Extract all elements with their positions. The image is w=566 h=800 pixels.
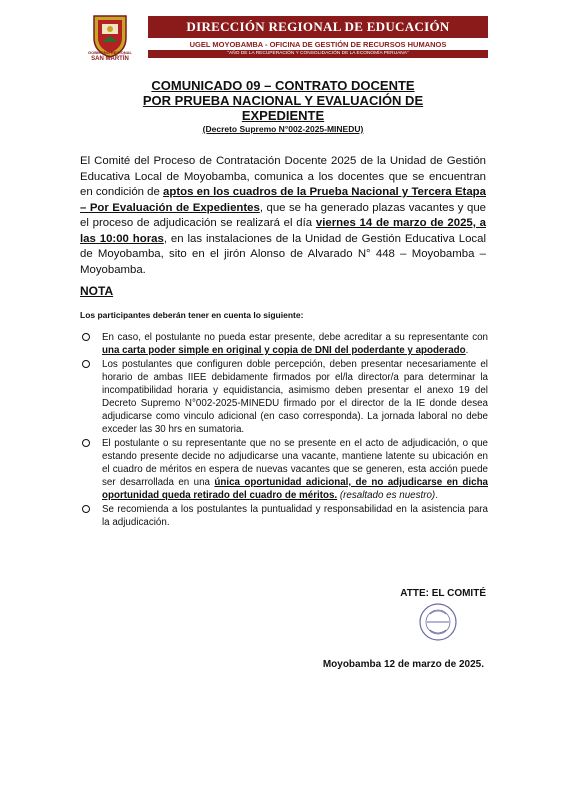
bullet-circle-icon (82, 333, 90, 341)
header-year-motto: "AÑO DE LA RECUPERACIÓN Y CONSOLIDACIÓN DE LA ECONOMÍA PERUANA" (148, 50, 488, 58)
list-item (80, 437, 488, 502)
b1-end: . (465, 345, 469, 356)
para-bold-apt: aptos en los cuadros de la Prueba Nacional y Tercera Etapa – Por Evaluación de Expedientes (80, 186, 486, 214)
nota-heading: NOTA (80, 284, 114, 298)
b1-bold: una carta poder simple en original y copia de DNI del poderdante y apoderado (102, 345, 466, 356)
b3-text: El postulante o su representante que no se presente en el acto de adjudicación, o que estando presente decide no adjudicarse una vacante, mantiene latente su ubicación en el cuadro de méritos en espera de nuevas vacantes que se generen, esta acción puede ser desarrollada en una (102, 438, 488, 488)
announcement-paragraph (80, 154, 486, 278)
logo-caption-region: SAN MARTÍN (91, 56, 129, 62)
document-date: Moyobamba 12 de marzo de 2025. (322, 659, 484, 670)
header-band-subtitle: UGEL MOYOBAMBA - OFICINA DE GESTIÓN DE RECURSOS HUMANOS (189, 40, 447, 49)
document-title-line1: COMUNICADO 09 – CONTRATO DOCENTE (151, 78, 415, 93)
para-bold-date: viernes 14 de marzo de 2025, a las 10:00 horas (80, 217, 486, 245)
b3-end: . (435, 490, 438, 501)
para-text-1: El Comité del Proceso de Contratación Docente 2025 de la Unidad de Gestión Educativa Local de Moyobamba, comunica a los docentes que se encuentran en condición de (80, 155, 486, 198)
nota-list (80, 331, 488, 530)
b3-italic: (resaltado es nuestro) (339, 490, 436, 501)
b2-text: Los postulantes que configuren doble percepción, deben presentar necesariamente el horario de ambas IIEE debidamente firmados por el/la director/a para determinar la incompatibilidad horaria y equidistancia, asimismo deben presentar el anexo 19 del Decreto Supremo N°002-2025-MINEDU firmado por el director de la IE donde desea adjudicarse como vinculo adicional (en caso corresponda). La jornada laboral no debe exceder las 30 hrs en sumatoria. (102, 359, 488, 435)
b4-text: Se recomienda a los postulantes la puntualidad y responsabilidad en la asistencia para la adjudicación. (102, 504, 488, 528)
bullet-circle-icon (82, 439, 90, 447)
list-item (80, 358, 488, 436)
para-text-3: , en las instalaciones de la Unidad de Gestión Educativa Local de Moyobamba, sito en el jirón Alonso de Alvarado N° 448 – Moyobamba – Moyobamba. (80, 232, 486, 276)
signature-committee: ATTE: EL COMITÉ (400, 588, 486, 599)
committee-seal-icon (418, 602, 458, 642)
list-item (80, 503, 488, 529)
nota-lead: Los participantes deberán tener en cuenta lo siguiente: (80, 310, 304, 320)
b3-bold: única oportunidad adicional, de no adjudicarse en dicha oportunidad queda retirado del cuadro de méritos. (102, 477, 489, 501)
document-title-line2: POR PRUEBA NACIONAL Y EVALUACIÓN DE (142, 93, 424, 108)
bullet-circle-icon (82, 505, 90, 513)
b1-text: En caso, el postulante no pueda estar presente, debe acreditar a su representante con (102, 332, 488, 343)
decree-reference: (Decreto Supremo N°002-2025-MINEDU) (202, 124, 364, 134)
logo-caption-small: GOBIERNO REGIONAL (87, 50, 132, 55)
list-item (80, 331, 488, 357)
para-text-2: , que se ha generado plazas vacantes y que el proceso de adjudicación se realizará el día (80, 201, 486, 229)
document-title-line3: EXPEDIENTE (241, 108, 325, 123)
header-band-title: DIRECCIÓN REGIONAL DE EDUCACIÓN (148, 16, 488, 38)
bullet-circle-icon (82, 360, 90, 368)
